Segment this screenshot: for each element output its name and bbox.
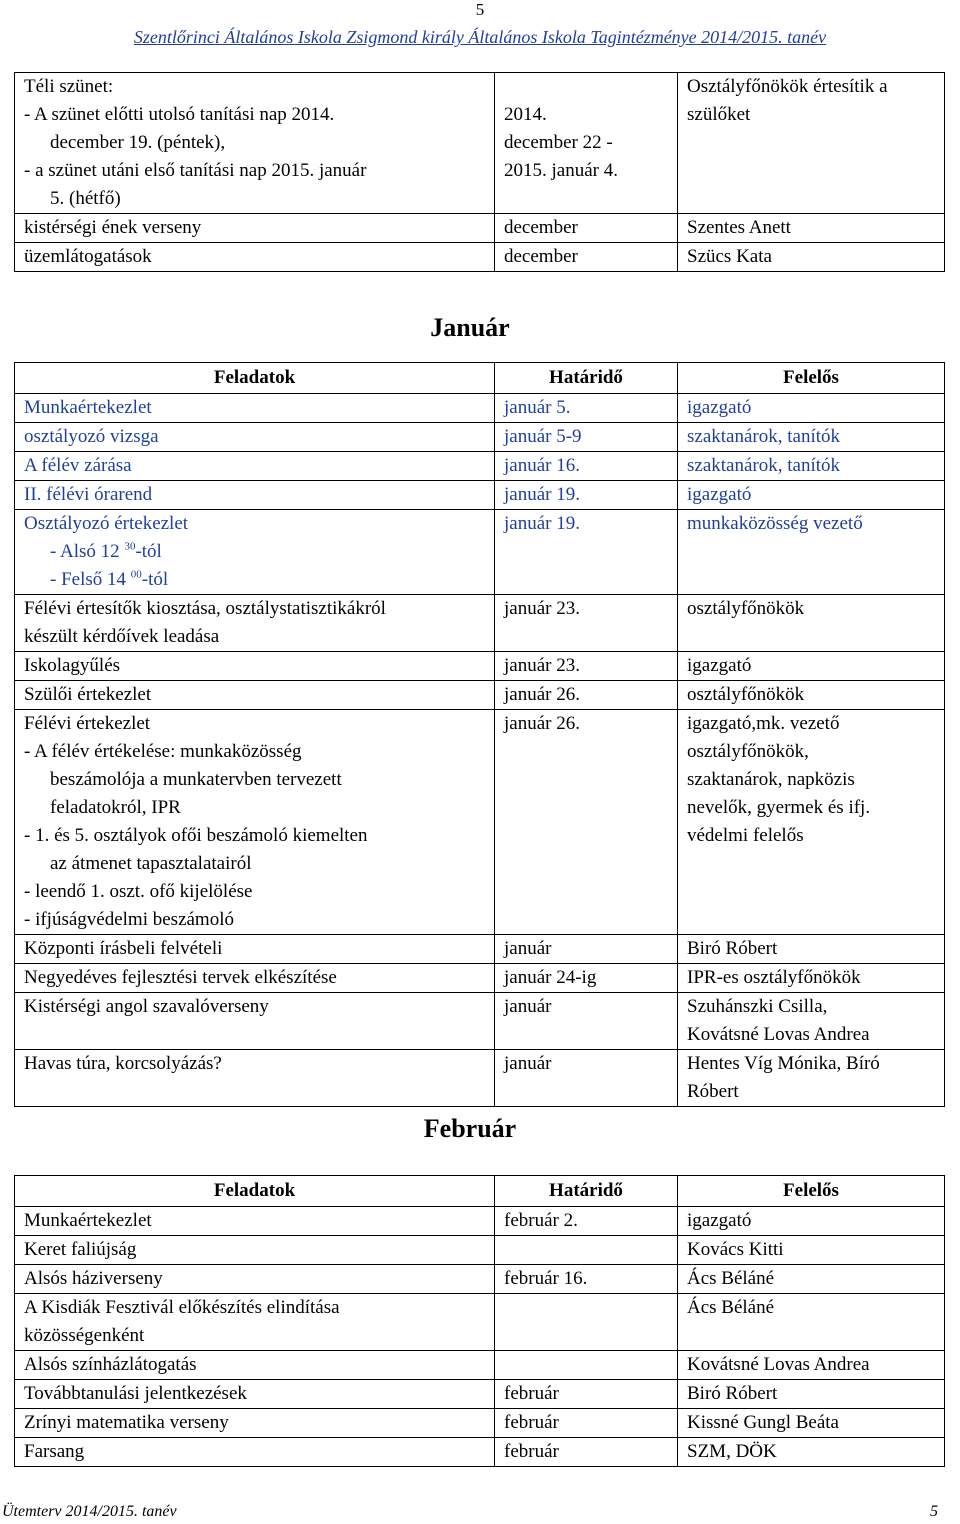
date-cell xyxy=(495,1351,678,1380)
responsible-cell: Osztályfőnökök értesítik a szülőket xyxy=(678,73,945,214)
page-number: 5 xyxy=(475,0,485,19)
february-heading: Február xyxy=(423,1114,517,1143)
responsible-cell: munkaközösség vezető xyxy=(678,510,945,595)
table-header-row xyxy=(15,363,945,394)
responsible-cell: igazgató,mk. vezető osztályfőnökök, szaktanárok, napközis nevelők, gyermek és ifj. védelmi felelős xyxy=(678,710,945,935)
date-cell: január 26. xyxy=(495,681,678,710)
table-row xyxy=(15,595,945,652)
task-cell: üzemlátogatások xyxy=(15,243,495,272)
responsible-cell: Biró Róbert xyxy=(678,1380,945,1409)
task-cell: Félévi értesítők kiosztása, osztálystatisztikákról készült kérdőívek leadása xyxy=(15,595,495,652)
page-header-title: Szentlőrinci Általános Iskola Zsigmond király Általános Iskola Tagintézménye 2014/2015. tanév xyxy=(133,27,827,47)
task-cell: Alsós háziverseny xyxy=(15,1265,495,1294)
responsible-cell: szaktanárok, tanítók xyxy=(678,423,945,452)
date-cell: 2014. december 22 - 2015. január 4. xyxy=(495,73,678,214)
date-cell: január 23. xyxy=(495,652,678,681)
footer-page-number: 5 xyxy=(930,1503,938,1520)
date-cell: január 5-9 xyxy=(495,423,678,452)
date-cell: január 19. xyxy=(495,510,678,595)
task-cell: Zrínyi matematika verseny xyxy=(15,1409,495,1438)
responsible-cell: SZM, DÖK xyxy=(678,1438,945,1467)
date-cell: február 16. xyxy=(495,1265,678,1294)
column-header: Határidő xyxy=(495,363,678,394)
date-cell: december xyxy=(495,243,678,272)
task-cell: Negyedéves fejlesztési tervek elkészítése xyxy=(15,964,495,993)
task-cell: II. félévi órarend xyxy=(15,481,495,510)
table-row xyxy=(15,710,945,935)
date-cell: január 24-ig xyxy=(495,964,678,993)
january-table xyxy=(14,362,945,1107)
table-row xyxy=(15,993,945,1050)
date-cell: február xyxy=(495,1409,678,1438)
date-cell: január 26. xyxy=(495,710,678,935)
table-row xyxy=(15,652,945,681)
responsible-cell: igazgató xyxy=(678,394,945,423)
date-cell xyxy=(495,1236,678,1265)
table-row xyxy=(15,214,945,243)
table-row xyxy=(15,935,945,964)
table-row xyxy=(15,243,945,272)
responsible-cell: igazgató xyxy=(678,481,945,510)
task-cell: Farsang xyxy=(15,1438,495,1467)
task-cell: Félévi értekezlet - A félév értékelése: munkaközösség beszámolója a munkatervben tervezett feladatokról, IPR - 1. és 5. osztályok ofői beszámoló kiemelten az átmenet tapasztalatairól - leendő 1. oszt. ofő kijelölése - ifjúságvédelmi beszámoló xyxy=(15,710,495,935)
date-cell xyxy=(495,1294,678,1351)
responsible-cell: igazgató xyxy=(678,652,945,681)
task-cell: Munkaértekezlet xyxy=(15,394,495,423)
date-cell: február xyxy=(495,1380,678,1409)
table-row xyxy=(15,1207,945,1236)
column-header: Határidő xyxy=(495,1176,678,1207)
table-row xyxy=(15,1409,945,1438)
task-cell: Iskolagyűlés xyxy=(15,652,495,681)
date-cell: február xyxy=(495,1438,678,1467)
column-header: Felelős xyxy=(678,363,945,394)
task-cell: A Kisdiák Fesztivál előkészítés elindítása közösségenként xyxy=(15,1294,495,1351)
task-cell: Központi írásbeli felvételi xyxy=(15,935,495,964)
responsible-cell: Szentes Anett xyxy=(678,214,945,243)
task-cell: osztályozó vizsga xyxy=(15,423,495,452)
responsible-cell: osztályfőnökök xyxy=(678,595,945,652)
february-table xyxy=(14,1175,945,1467)
responsible-cell: igazgató xyxy=(678,1207,945,1236)
date-cell: január xyxy=(495,935,678,964)
responsible-cell: Ács Béláné xyxy=(678,1294,945,1351)
task-cell: Munkaértekezlet xyxy=(15,1207,495,1236)
table-row xyxy=(15,1050,945,1107)
date-cell: január 19. xyxy=(495,481,678,510)
task-cell: Osztályozó értekezlet - Alsó 12 $^{30}$-tól - Felső 14 $^{00}$-tól xyxy=(15,510,495,595)
table-row xyxy=(15,1294,945,1351)
table-row xyxy=(15,423,945,452)
responsible-cell: osztályfőnökök xyxy=(678,681,945,710)
task-cell: Téli szünet: - A szünet előtti utolsó tanítási nap 2014. december 19. (péntek), - a szünet utáni első tanítási nap 2015. január 5. (hétfő) xyxy=(15,73,495,214)
task-cell: Továbbtanulási jelentkezések xyxy=(15,1380,495,1409)
date-cell: december xyxy=(495,214,678,243)
column-header: Feladatok xyxy=(15,1176,495,1207)
table-row xyxy=(15,1438,945,1467)
date-cell: január 23. xyxy=(495,595,678,652)
table-row xyxy=(15,73,945,214)
january-heading: Január xyxy=(430,313,510,342)
task-cell: Keret faliújság xyxy=(15,1236,495,1265)
task-cell: Kistérségi angol szavalóverseny xyxy=(15,993,495,1050)
footer-label: Ütemterv 2014/2015. tanév xyxy=(2,1503,177,1520)
date-cell: január xyxy=(495,993,678,1050)
table-row xyxy=(15,964,945,993)
responsible-cell: Kovátsné Lovas Andrea xyxy=(678,1351,945,1380)
table-header-row xyxy=(15,1176,945,1207)
table-row xyxy=(15,452,945,481)
table-row xyxy=(15,510,945,595)
table-row xyxy=(15,1351,945,1380)
table-row xyxy=(15,1236,945,1265)
responsible-cell: Biró Róbert xyxy=(678,935,945,964)
table-row xyxy=(15,481,945,510)
responsible-cell: Szuhánszki Csilla, Kovátsné Lovas Andrea xyxy=(678,993,945,1050)
table-row xyxy=(15,1380,945,1409)
date-cell: január xyxy=(495,1050,678,1107)
date-cell: február 2. xyxy=(495,1207,678,1236)
table-row xyxy=(15,1265,945,1294)
responsible-cell: Szücs Kata xyxy=(678,243,945,272)
task-cell: kistérségi ének verseny xyxy=(15,214,495,243)
responsible-cell: Ács Béláné xyxy=(678,1265,945,1294)
table-row xyxy=(15,681,945,710)
responsible-cell: szaktanárok, tanítók xyxy=(678,452,945,481)
date-cell: január 5. xyxy=(495,394,678,423)
table-row xyxy=(15,394,945,423)
task-cell: Havas túra, korcsolyázás? xyxy=(15,1050,495,1107)
responsible-cell: IPR-es osztályfőnökök xyxy=(678,964,945,993)
responsible-cell: Kovács Kitti xyxy=(678,1236,945,1265)
column-header: Felelős xyxy=(678,1176,945,1207)
responsible-cell: Kissné Gungl Beáta xyxy=(678,1409,945,1438)
date-cell: január 16. xyxy=(495,452,678,481)
task-cell: Alsós színházlátogatás xyxy=(15,1351,495,1380)
responsible-cell: Hentes Víg Mónika, Bíró Róbert xyxy=(678,1050,945,1107)
column-header: Feladatok xyxy=(15,363,495,394)
task-cell: Szülői értekezlet xyxy=(15,681,495,710)
task-cell: A félév zárása xyxy=(15,452,495,481)
december-table xyxy=(14,72,945,272)
